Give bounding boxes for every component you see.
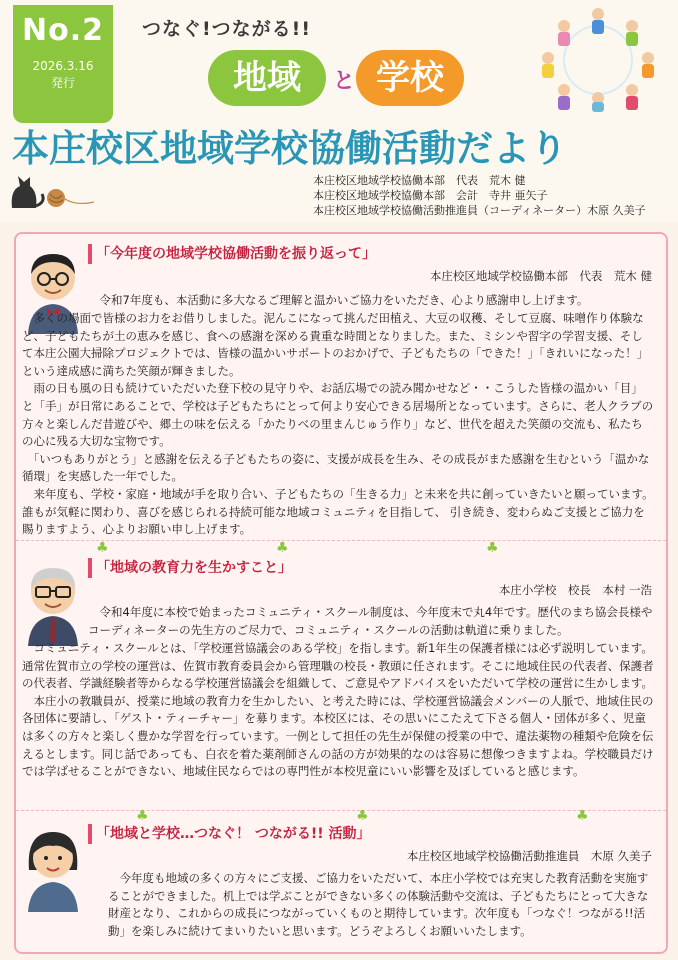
- section-title: 「今年度の地域学校協働活動を振り返って」: [88, 244, 376, 264]
- section-author: 本庄校区地域学校協働本部 代表 荒木 健: [429, 269, 652, 283]
- children-circle-illustration: [528, 2, 668, 114]
- clover-decoration-icon: ♣: [136, 808, 149, 824]
- issue-number: No.2: [22, 13, 104, 48]
- organization-list: [313, 173, 646, 218]
- section-title: 「地域と学校…つなぐ！ つながる!! 活動」: [88, 824, 371, 844]
- pill-school: 学校: [356, 50, 464, 106]
- issue-date: [13, 58, 113, 92]
- clover-decoration-icon: ♣: [276, 540, 289, 556]
- org-line: 本庄校区地域学校協働本部 代表 荒木 健: [313, 174, 526, 187]
- paragraph: 令和7年度も、本活動に多大なるご理解と温かいご協力をいただき、心より感謝申し上げます。: [88, 293, 589, 307]
- article-panel: [14, 232, 668, 954]
- clover-decoration-icon: ♣: [96, 540, 109, 556]
- paragraph: 来年度も、学校・家庭・地域が手を取り合い、子どもたちの「生きる力」と未来を共に創っていきたいと願っています。誰もが気軽に関わり、喜びを感じられる持続可能な地域コミュニティを目指して、 引き続き、変わらぬご支援とご協力を賜りますよう、心よりお願い申し上げます。: [22, 486, 654, 537]
- paragraph: 今年度も地域の多くの方々にご支援、ご協力をいただいて、本庄小学校では充実した教育活動を実施することができました。机上では学ぶことができない多くの体験活動や交流は、子どもたちにとって大きな財産となり、これからの成長につながっていくものと期待しています。次年度も「つなぐ！つながる!!活動」を楽しみに続けてまいりたいと思います。どうぞよろしくお願いいたします。: [108, 871, 649, 938]
- section-title: 「地域の教育力を生かすこと」: [88, 558, 292, 578]
- issue-date-value: 2026.3.16: [32, 59, 94, 73]
- org-line: 本庄校区地域学校協働本部 会計 寺井 亜矢子: [313, 189, 548, 202]
- section-body-lead: [88, 292, 654, 310]
- pill-and: と: [333, 69, 356, 94]
- issue-date-suffix: 発行: [50, 76, 75, 90]
- clover-decoration-icon: ♣: [356, 808, 369, 824]
- paragraph: 多くの場面で皆様のお力をお借りしました。泥んこになって挑んだ田植え、大豆の収穫、そして豆腐、味噌作り体験など、子どもたちが土の恵みを感じ、食への感謝を深める貴重な時間となりました。また、ミシンや習字の学習支援、そして本庄公園大掃除プロジェクトでは、皆様の温かいサポートのおかげで、子どもたちの「できた！」「きれいになった！」という達成感に満ちた笑顔が輝きました。: [22, 311, 649, 378]
- pill-community: 地域: [208, 50, 326, 106]
- org-line: 本庄校区地域学校協働活動推進員（コーディネーター）木原 久美子: [313, 204, 646, 217]
- paragraph: 令和4年度に本校で始まったコミュニティ・スクール制度は、今年度末で丸4年です。歴代のまち協会長様やコーディネーターの先生方のご尽力で、コミュニティ・スクールの活動は軌道に乗りました。: [88, 605, 653, 637]
- issue-badge: [13, 5, 113, 123]
- article-section-review: [16, 242, 666, 554]
- section-author: 本庄校区地域学校協働活動推進員 木原 久美子: [406, 849, 652, 863]
- cat-with-yarn-illustration: [6, 168, 96, 212]
- section-body-lead: [88, 604, 654, 639]
- newsletter-title: 本庄校区地域学校協働活動だより: [12, 127, 567, 170]
- section-body: [108, 870, 654, 940]
- paragraph: コミュニティ・スクールとは、「学校運営協議会のある学校」を指します。新1年生の保護者様には必ず説明しています。通常佐賀市立の学校の運営は、佐賀市教育委員会から管理職の校長・教頭に任されます。そこに地域住民の代表者、保護者の代表者、学識経験者等からなる学校運営協議会を組織して、ご意見やアドバイスをいただいて学校の運営に生かします。: [22, 641, 654, 691]
- paragraph: 「いつもありがとう」と感謝を伝える子どもたちの姿に、支援が成長を生み、その成長がまた感謝を生むという「温かな循環」を実感した一年でした。: [22, 451, 650, 484]
- section-author: 本庄小学校 校長 本村 一浩: [498, 583, 652, 597]
- section-body: [22, 310, 654, 539]
- section-divider: [16, 540, 666, 541]
- avatar-woman-short-hair: [22, 826, 84, 912]
- article-section-activities: [16, 822, 666, 948]
- section-divider: [16, 810, 666, 811]
- newsletter-header: [0, 0, 678, 222]
- avatar-man-gray-hair-glasses: [22, 560, 84, 646]
- paragraph: 雨の日も風の日も続けていただいた登下校の見守りや、お話広場での読み聞かせなど・・こうした皆様の温かい「目」と「手」が日常にあることで、学校は子どもたちにとって何より安心できる居場所となっています。さらに、老人クラブの方々と楽しんだ昔遊びや、郷土の味を伝える「かたりべの里まんじゅう作り」など、世代を超えた笑顔の交流も、私たちの心に残る大切な宝物です。: [22, 381, 654, 449]
- clover-decoration-icon: ♣: [486, 540, 499, 556]
- tagline: つなぐ!つながる!!: [142, 18, 311, 40]
- section-body: [22, 640, 654, 781]
- paragraph: 本庄小の教職員が、授業に地域の教育力を生かしたい、と考えた時には、学校運営協議会メンバーの人脈で、地域住民の各団体に要請し、「ゲスト・ティーチャー」を募ります。本校区には、その思いにこたえて下さる個人・団体が多く、児童は多くの方々と楽しく豊かな学習を行っています。一例として担任の先生が保健の授業の中で、違法薬物の種類や危険を伝えるとします。同じ話であっても、白衣を着た薬剤師さんの話の方が効果的なのは容易に想像つきますよね。学校職員だけでは学ばせることができない、地域住民ならではの専門性が本校児童にいい影響を及ぼしていると感じます。: [22, 693, 654, 779]
- article-section-education: [16, 556, 666, 818]
- clover-decoration-icon: ♣: [576, 808, 589, 824]
